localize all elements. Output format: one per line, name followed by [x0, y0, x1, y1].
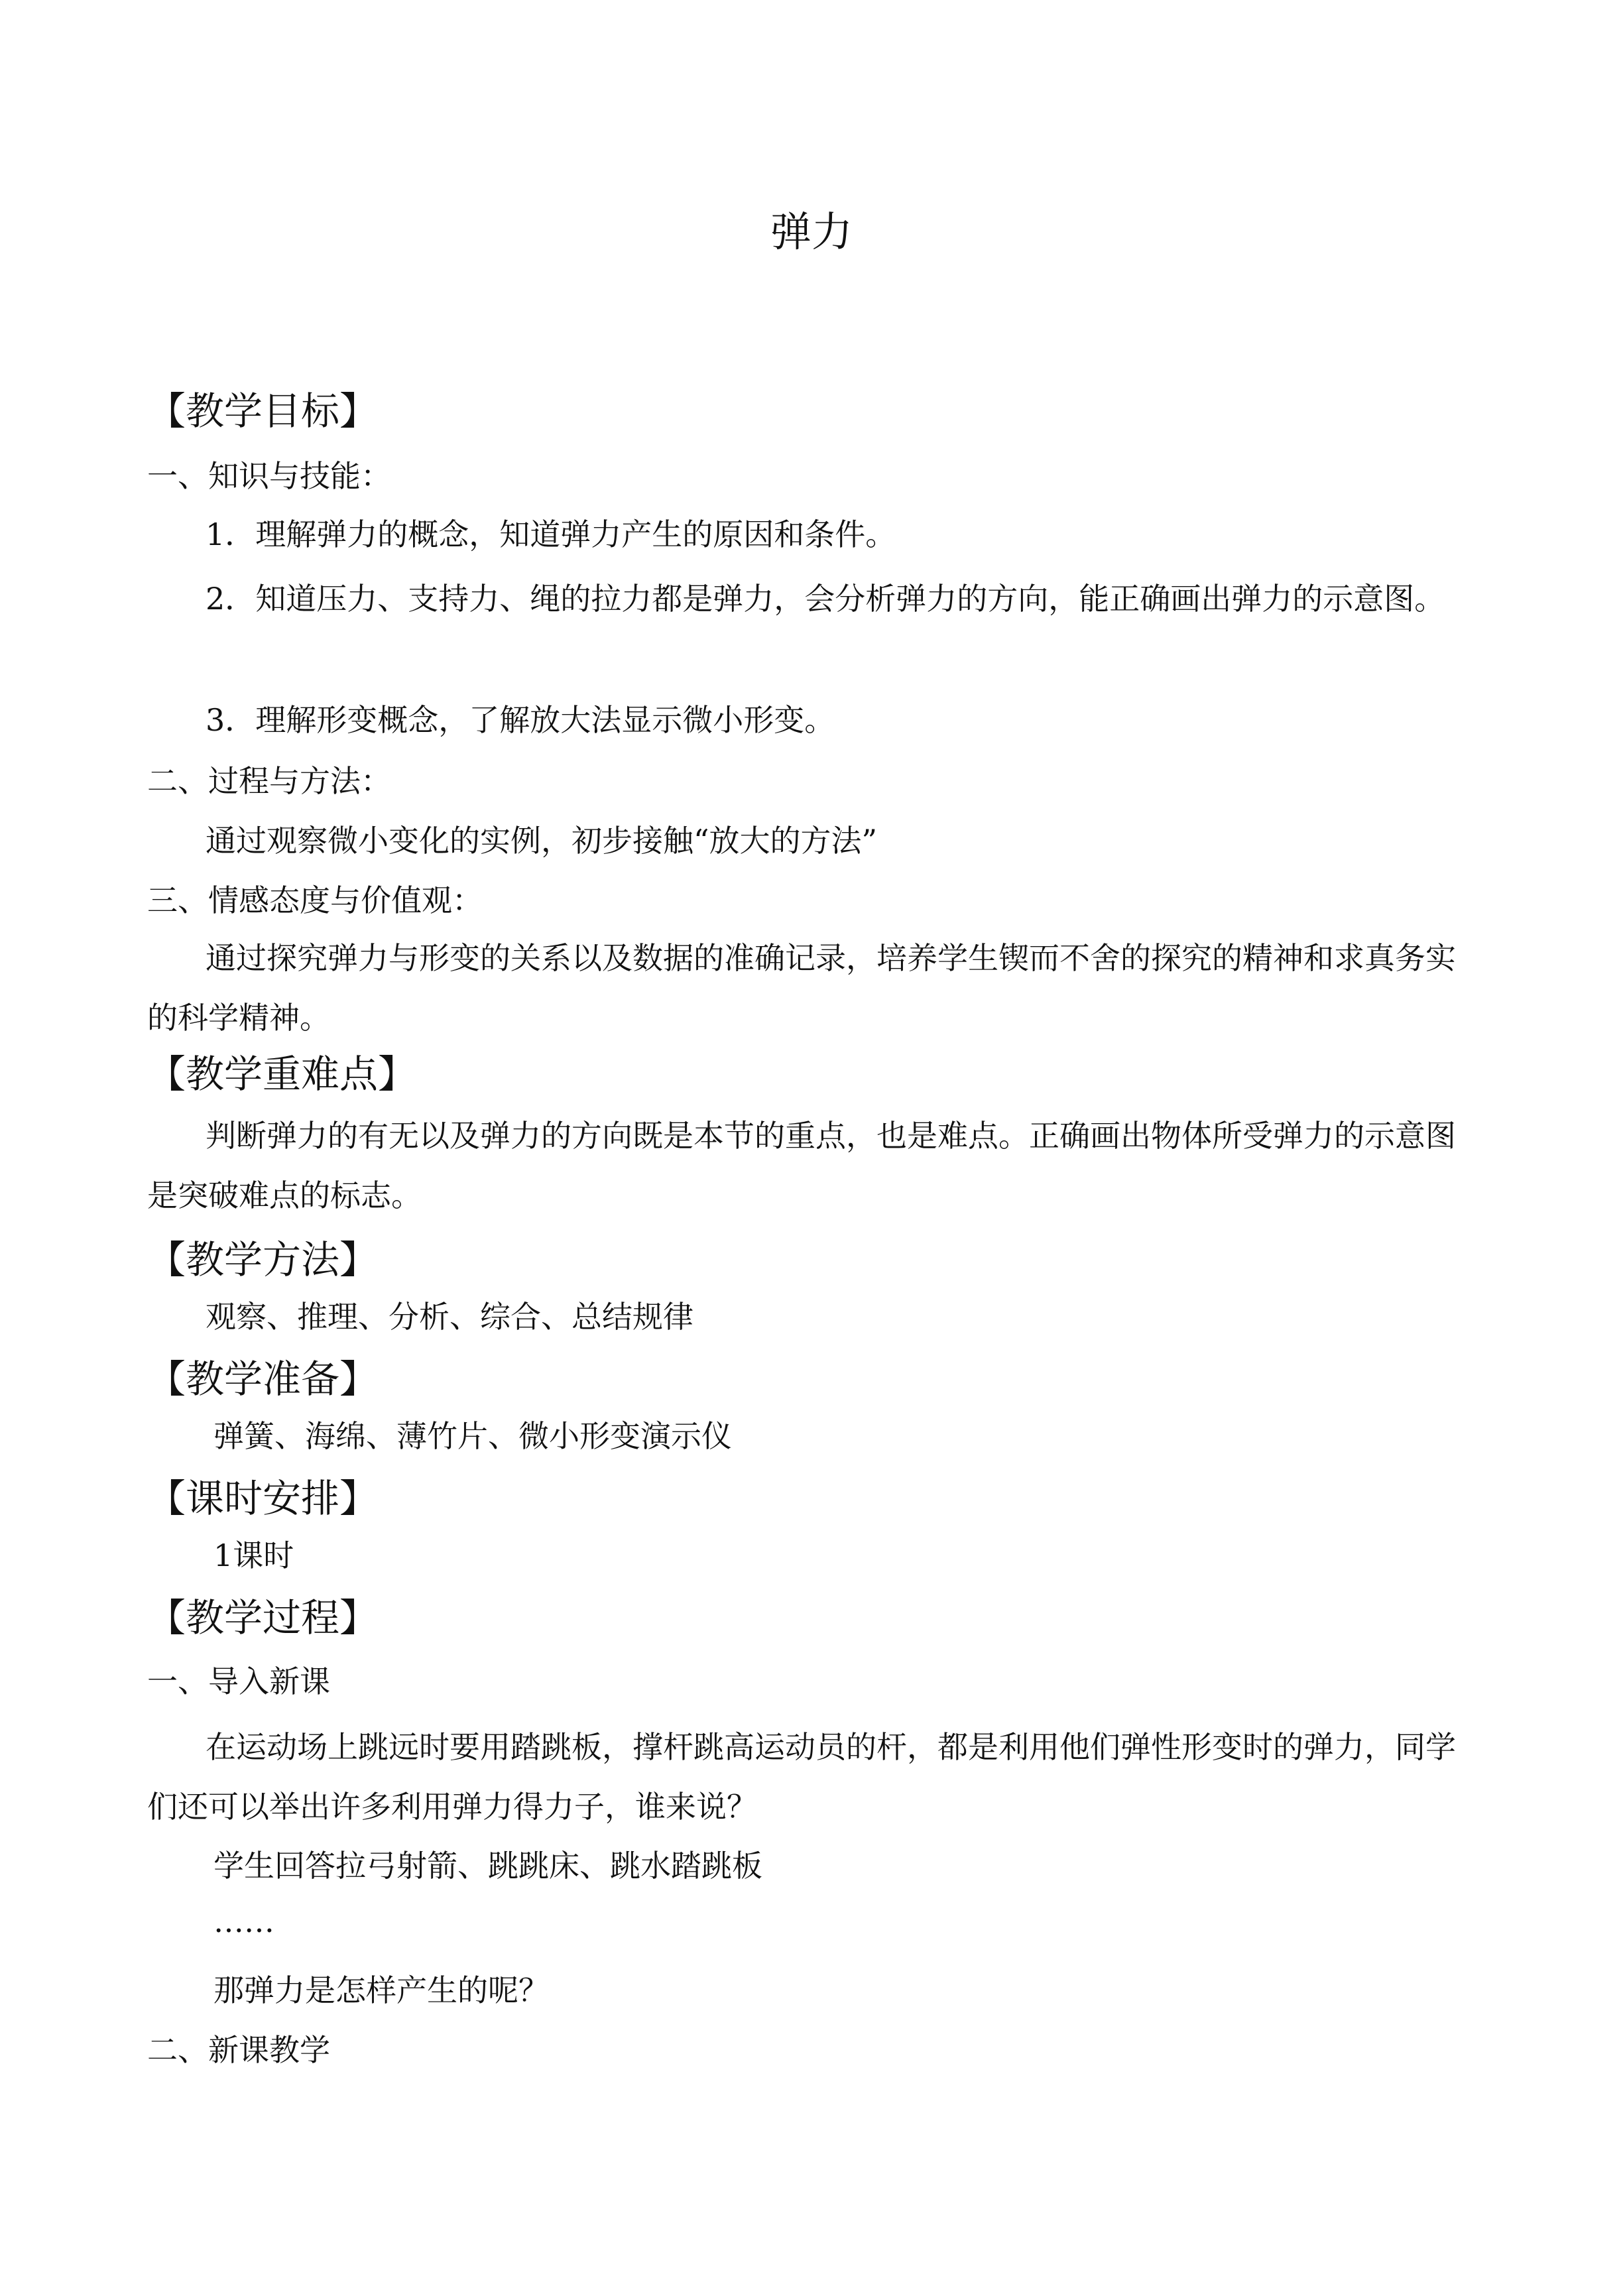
key-points-text: 判断弹力的有无以及弹力的方向既是本节的重点，也是难点。正确画出物体所受弹力的示意图是突破难点的标志。 — [147, 1118, 1456, 1213]
knowledge-heading: 一、知识与技能： — [147, 458, 391, 494]
process-heading: 二、过程与方法： — [147, 763, 391, 799]
intro-ellipsis: …… — [213, 1903, 274, 1939]
key-points-heading: 【教学重难点】 — [147, 1052, 417, 1097]
schedule-text: 1课时 — [213, 1538, 294, 1573]
emotion-heading: 三、情感态度与价值观： — [147, 882, 483, 918]
intro-heading: 一、导入新课 — [147, 1663, 330, 1699]
emotion-text: 通过探究弹力与形变的关系以及数据的准确记录，培养学生锲而不舍的探究的精神和求真务实的科学精神。 — [147, 940, 1456, 1036]
procedure-heading: 【教学过程】 — [147, 1595, 379, 1640]
document-title: 弹力 — [770, 208, 853, 256]
preparation-heading: 【教学准备】 — [147, 1357, 379, 1402]
methods-text: 观察、推理、分析、综合、总结规律 — [206, 1299, 693, 1335]
intro-text: 在运动场上跳远时要用踏跳板，撑杆跳高运动员的杆，都是利用他们弹性形变时的弹力，同学们还可以举出许多利用弹力得力子，谁来说？ — [147, 1729, 1456, 1825]
knowledge-item-2: 2．知道压力、支持力、绳的拉力都是弹力，会分析弹力的方向，能正确画出弹力的示意图。 — [206, 581, 1445, 617]
knowledge-item-1: 1．理解弹力的概念，知道弹力产生的原因和条件。 — [206, 516, 896, 552]
knowledge-item-3: 3．理解形变概念，了解放大法显示微小形变。 — [206, 702, 835, 738]
intro-answer: 学生回答拉弓射箭、跳跳床、跳水踏跳板 — [213, 1848, 762, 1884]
process-text: 通过观察微小变化的实例，初步接触“放大的方法” — [206, 823, 878, 859]
new-lesson-heading: 二、新课教学 — [147, 2032, 330, 2068]
intro-question: 那弹力是怎样产生的呢？ — [213, 1972, 549, 2008]
methods-heading: 【教学方法】 — [147, 1237, 379, 1282]
schedule-heading: 【课时安排】 — [147, 1476, 379, 1521]
preparation-text: 弹簧、海绵、薄竹片、微小形变演示仪 — [213, 1418, 732, 1454]
objectives-heading: 【教学目标】 — [147, 389, 379, 434]
